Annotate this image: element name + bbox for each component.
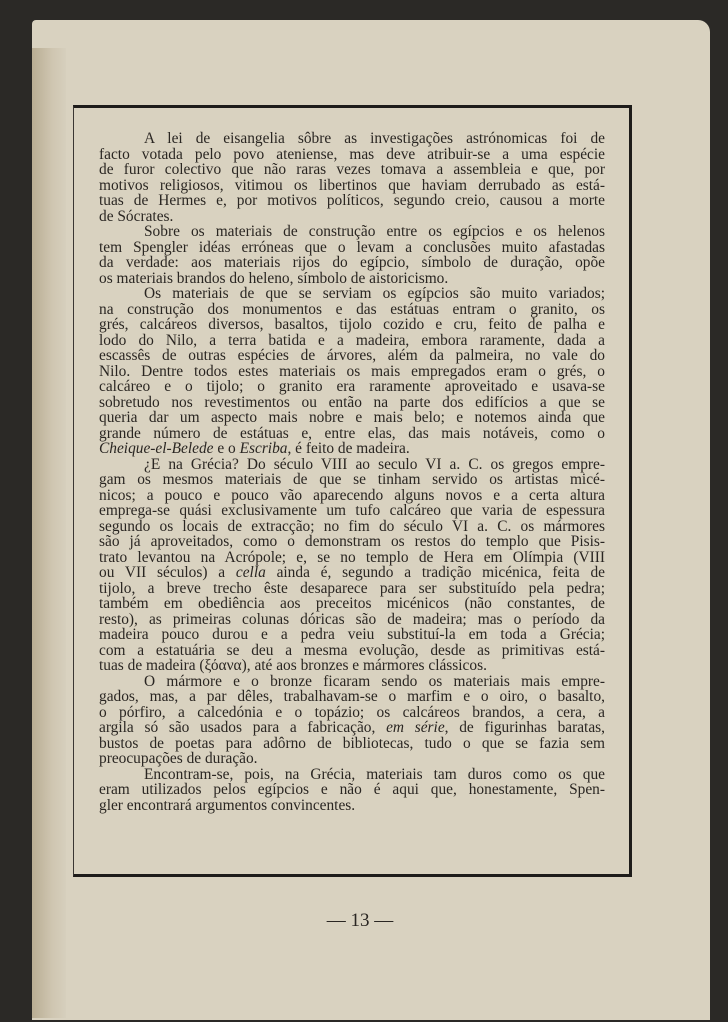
paragraph xyxy=(99,674,605,767)
text-line: trato levantou na Acrópole; e, se no templo de Hera em Olímpia (VIII xyxy=(99,548,605,566)
text-line: na construção dos monumentos e das estátuas entram o granito, os xyxy=(99,300,605,318)
text-line: segundo os locais de extracção; no fim do século VI a. C. os mármores xyxy=(99,517,605,535)
text-line: gados, mas, a par dêles, trabalhavam-se o marfim e o oiro, o basalto, xyxy=(99,688,605,705)
text-line: lodo do Nilo, a terra batida e a madeira, embora raramente, dada a xyxy=(99,331,605,349)
text-line: resto), as primeiras colunas dóricas são de madeira; mas o período da xyxy=(99,610,605,628)
text-line: também em obediência aos preceitos micénicos (não constantes, de xyxy=(99,595,605,612)
text-line: emprega-se quási exclusivamente um tufo calcáreo que varia de espessura xyxy=(99,502,605,519)
text-line: preocupações de duração. xyxy=(99,750,258,767)
page-number: — 13 — xyxy=(326,910,394,931)
text-line xyxy=(99,441,605,457)
text-line: grés, calcáreos diversos, basaltos, tijolo cozido e cru, feito de palha e xyxy=(99,316,605,333)
text-line: da verdade: aos materiais rijos do egípcio, símbolo de duração, opõe xyxy=(99,254,605,271)
text-line: o pórfiro, a calcedónia e o topázio; os calcáreos brandos, a cera, a xyxy=(99,703,605,721)
body-text xyxy=(99,131,605,813)
text-line: madeira pouco durou e a pedra veiu substituí-la em toda a Grécia; xyxy=(99,626,605,643)
paragraph xyxy=(99,131,605,224)
paragraph xyxy=(99,286,605,457)
text-line: os materiais brandos do heleno, símbolo de aistoricismo. xyxy=(99,269,449,287)
text-line: tijolo, a breve trecho êste desaparece para ser substituído pela pedra; xyxy=(99,579,605,597)
text-line: de furor colectivo que não raras vezes tomava a assembleia e que, por xyxy=(99,161,605,178)
text-line: facto votada pelo povo ateniense, mas deve atribuir-se a uma espécie xyxy=(99,145,605,163)
page-gutter xyxy=(32,48,66,1018)
text-line: calcáreo e o tijolo; o granito era raramente aproveitado e usava-se xyxy=(99,378,605,395)
text-line: grande número de estátuas e, entre elas, das mais notáveis, como o xyxy=(99,424,605,442)
text-line: O mármore e o bronze ficaram sendo os materiais mais empre- xyxy=(144,672,605,690)
text-line: A lei de eisangelia sôbre as investigações astrónomicas foi de xyxy=(144,130,605,147)
text-line: bustos de poetas para adôrno de bibliotecas, tudo o que se fazia sem xyxy=(99,734,605,752)
text-line: são já aproveitados, como o demonstram os restos do templo que Pisis- xyxy=(99,533,605,550)
text-line: de Sócrates. xyxy=(99,207,174,225)
inline-text: argila só são usados para a fabricação, xyxy=(99,719,387,736)
text-line: queria dar um aspecto mais nobre e mais belo; e notemos ainda que xyxy=(99,409,605,426)
text-line: com a estatuária se deu a mesma evolução, desde as primitivas está- xyxy=(99,641,605,659)
text-line: Nilo. Dentre todos estes materiais os mais empregados eram o grés, o xyxy=(99,362,605,380)
italic-term: cella xyxy=(235,564,266,581)
italic-title: Escriba xyxy=(239,440,288,457)
text-line: nicos; a pouco e pouco vão aparecendo alguns novos e a certa altura xyxy=(99,486,605,504)
text-line: escassês de outras espécies de árvores, além da palmeira, no vale do xyxy=(99,347,605,364)
inline-text: ainda é, segundo a tradição micénica, feita de xyxy=(265,564,605,581)
text-line: gam os mesmos materiais de que se tinham servido os artistas micé- xyxy=(99,471,605,488)
text-line: tuas de madeira (ξόανα), até aos bronzes e mármores clássicos. xyxy=(99,657,487,674)
inline-text: , de figurinhas baratas, xyxy=(444,719,605,736)
inline-text: , é feito de madeira. xyxy=(287,440,410,457)
text-line: gler encontrará argumentos convincentes. xyxy=(99,796,356,814)
text-line: eram utilizados pelos egípcios e não é aqui que, honestamente, Spen- xyxy=(99,781,605,798)
text-line: Sobre os materiais de construção entre os egípcios e os helenos xyxy=(144,223,605,240)
italic-term: em série xyxy=(386,719,445,736)
text-line: tuas de Hermes e, por motivos políticos, segundo creio, causou a morte xyxy=(99,192,605,209)
text-line: Encontram-se, pois, na Grécia, materiais tam duros como os que xyxy=(144,765,605,783)
paragraph xyxy=(99,457,605,674)
text-line: tem Spengler idéas erróneas que o levam a conclusões muito afastadas xyxy=(99,238,605,256)
inline-text: e o xyxy=(213,440,240,457)
text-line xyxy=(99,565,605,581)
text-line xyxy=(99,720,605,736)
paragraph xyxy=(99,224,605,286)
text-line: ¿E na Grécia? Do século VIII ao seculo VI a. C. os gregos empre- xyxy=(144,455,605,473)
inline-text: ou VII séculos) a xyxy=(99,564,236,581)
text-line: Os materiais de que se serviam os egípcios são muito variados; xyxy=(144,285,605,302)
paragraph xyxy=(99,767,605,814)
text-line: sobretudo nos revestimentos ou então na parte dos edifícios a que se xyxy=(99,393,605,411)
italic-title: Cheique-el-Belede xyxy=(99,440,214,457)
text-line: motivos religiosos, vitimou os libertinos que haviam derrubado as está- xyxy=(99,176,605,194)
